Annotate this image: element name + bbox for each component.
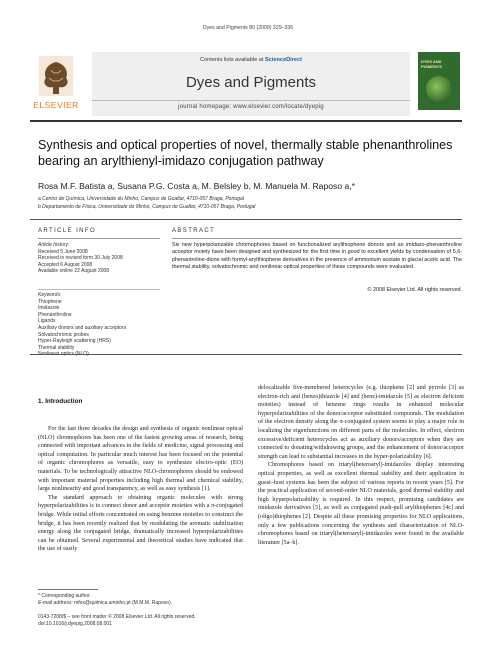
journal-reference: Dyes and Pigments 80 (2009) 329–336 — [202, 25, 294, 31]
body-column-left — [38, 425, 243, 554]
cover-title: DYES AND PIGMENTS — [421, 59, 442, 69]
keyword-item: Ligands — [38, 318, 56, 325]
elsevier-tree-icon — [39, 56, 73, 96]
header-rule — [30, 120, 462, 122]
section-heading-introduction: 1. Introduction — [38, 398, 83, 405]
sciencedirect-link[interactable]: ScienceDirect — [264, 57, 302, 63]
corresponding-author-note: * Corresponding author. — [38, 593, 91, 599]
keyword-item: Thiophene — [38, 298, 62, 305]
contents-line — [92, 57, 410, 63]
affiliation-b: b Departamento de Física, Universidade do Minho, Campus de Gualtar, 4710-057 Braga, Portugal — [38, 204, 256, 210]
cover-art — [426, 76, 452, 102]
history-label: Article history: — [38, 242, 70, 248]
issn-block — [38, 614, 243, 628]
keyword-item: Imidazole — [38, 305, 60, 312]
doi-line[interactable]: doi:10.1016/j.dyepig.2008.08.001 — [38, 621, 112, 627]
article-history — [38, 242, 160, 275]
keywords-rule — [38, 289, 160, 290]
footnote-rule — [38, 589, 98, 590]
article-info-rule — [38, 238, 160, 239]
keyword-item: Solvatochromic probes — [38, 331, 89, 338]
email-line — [38, 600, 243, 607]
contents-prefix: Contents lists available at — [200, 57, 265, 63]
email-address[interactable]: mfox@quimica.uminho.pt (M.M.M. Raposo). — [74, 600, 173, 606]
keywords-list — [38, 292, 160, 358]
paper-title: Synthesis and optical properties of novel, thermally stable phenanthrolines bearing an arylthienyl-imidazo conjugation pathway — [38, 138, 453, 168]
history-revised: Received in revised form 30 July 2008 — [38, 255, 123, 262]
intro-paragraph-3: delocalizable five-membered heterocycles (e.g. thiophene [2] and pyrrole [3] as electron-rich and (benzo)thiazole [4] and (benz)-imidazole [5] as electron deficient moieties) instead of benzene rings results in enhanced molecular hyperpolarizabilities of the donor/acceptor substituted compounds. The modulation of the electron density along the π-conjugated system seems to play a major role in localizing the eigenfunctions on different parts of the molecules. In effect, electron excessive/deficient heterocycles act as auxiliary donors/acceptors when they are connected to donating/withdrawing groups, and the enhancement of donor/acceptor strength can lead to substantial increases in the hyper-polarizability [6]. — [258, 385, 464, 460]
footnote — [38, 593, 243, 607]
affiliation-a: a Centro de Química, Universidade do Minho, Campus de Gualtar, 4710-057 Braga, Portugal — [38, 196, 244, 202]
keyword-item: Phenanthroline — [38, 311, 72, 318]
journal-title: Dyes and Pigments — [185, 74, 317, 91]
keyword-item: Auxiliary donors and auxiliary acceptors — [38, 324, 127, 331]
history-online: Available online 22 August 2008 — [38, 268, 110, 275]
journal-header — [92, 52, 410, 116]
journal-cover — [418, 52, 460, 110]
intro-paragraph-1: For the last three decades the design and synthesis of organic nonlinear optical (NLO) chromophores has been one of the fastest growing areas of research, being connected with important advances in the fields of medicine, signal processing and optical computation. In particular much interest has been focused on the potential of organic chromophores as versatile, easy to synthesize electro-optic (EO) materials. To be technologically attractive NLO-chromophores should be endowed with important material properties including high thermal and chemical stability, large nonlinearity and good transparency, as well as easy synthesis [1]. — [38, 426, 243, 493]
keyword-item: Hyper-Rayleigh scattering (HRS) — [38, 338, 111, 345]
elsevier-logo — [30, 52, 82, 114]
elsevier-wordmark: ELSEVIER — [33, 100, 79, 110]
body-column-right — [258, 384, 464, 547]
issn-line: 0143-7208/$ – see front matter © 2008 Elsevier Ltd. All rights reserved. — [38, 614, 196, 620]
history-received: Received 5 June 2008 — [38, 248, 88, 255]
abstract-copyright: © 2008 Elsevier Ltd. All rights reserved. — [367, 287, 462, 293]
abstract-rule — [172, 238, 462, 239]
intro-paragraph-4: Chromophores based on triaryl(heteroaryl)-imidazoles display interesting optical properties, as well as excellent thermal stability and their application in guest–host systems has been the subject of various reports in recent years [5]. For the practical application of second-order NLO materials, good thermal stability and high hyperpolarizability is required. In this respect, promising candidates are imidazole derivatives [5], as well as conjugated push-pull arylthiophenes [4c] and (oligo)thiophenes [2]. Despite all these promising properties for NLO applications, only a few publications concerning the synthesis and characterization of NLO-chromophores based on triaryl(heteroaryl)-imidazoles were found in the available literature [5a–h]. — [258, 462, 464, 546]
history-accepted: Accepted 6 August 2008 — [38, 261, 93, 268]
keywords-label: Keywords: — [38, 292, 62, 298]
email-label: E-mail address: — [38, 600, 73, 606]
abstract-text: Six new hyperpolarizable chromophores based on functionalized arylthiophene donors and an imidazo-phenanthroline acceptor moiety have been designed and synthesized for the first time in good to excellent yields by condensation of 5,6-phenantroline-dione with formyl-arylthiophene derivatives in the presence of ammonium acetate in glacial acetic acid. The thermal stability, solvatochromic and nonlinear optical properties of these compounds were evaluated. — [172, 242, 462, 271]
intro-paragraph-2: The standard approach to obtaining organic molecules with strong hyperpolarizabilities is to connect donor and acceptor moieties with a π-conjugated bridge. While initial efforts concentrated on using benzene moieties to construct the bridge, it has been recently realized that by modulating the aromatic stabilization energy along the conjugated bridge, dramatically increased hyperpolarizabilities can be obtained. Several experimental and theoretical studies have indicated that the use of easily — [38, 494, 243, 553]
keyword-item: Thermal stability — [38, 344, 75, 351]
article-info-heading: ARTICLE INFO — [38, 228, 97, 234]
author-list: Rosa M.F. Batista a, Susana P.G. Costa a, M. Belsley b, M. Manuela M. Raposo a,* — [38, 181, 355, 191]
title-block-rule — [30, 219, 462, 220]
header-divider — [92, 100, 410, 101]
journal-homepage[interactable]: journal homepage: www.elsevier.com/locate/dyepig — [178, 104, 324, 110]
abstract-heading: ABSTRACT — [172, 228, 216, 234]
front-matter-rule — [30, 354, 462, 355]
